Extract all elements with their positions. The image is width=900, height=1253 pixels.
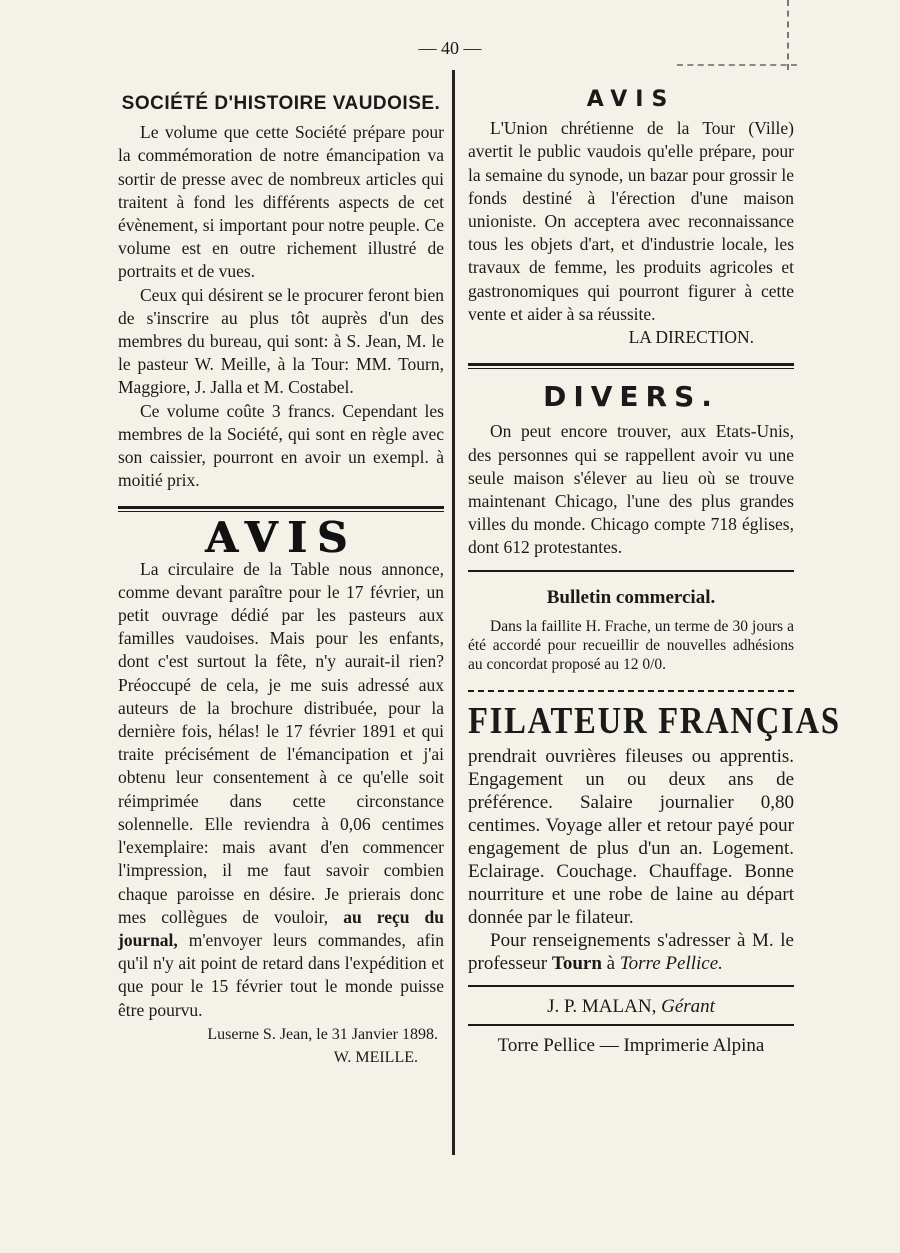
avis-text-b: m'envoyer leurs commandes, afin qu'il n'y ait point de retard dans l'expédition et que pour le 15 février tout le monde puisse être pourvu. (118, 929, 444, 1020)
page-edge-mark (785, 0, 789, 70)
avis-text-bold: au reçu du journal, (118, 906, 444, 950)
avis-text-a: La circulaire de la Table nous annonce, comme devant paraître pour le 17 février, un petit ouvrage dédié par les pasteurs aux familles vaudoises. Mais pour les enfants, dont c'est surtout la fête, n'y aurait-il rien? Préoccupé de cela, je me suis adressé aux auteurs de la brochure distribuée, pour la dernière fois, hélas! le 17 février 1891 et qui traite précisément de l'émancipation et j'ai obtenu leur consentement à ce qu'elle soit réimprimée dans cette circonstance solennelle. Elle reviendra à 0,06 centimes l'exemplaire: mais avant d'en commencer l'impression, il me faut savoir combien chaque paroisse en désire. Je prierais donc mes collègues de vouloir, (118, 558, 444, 927)
societe-paragraph-3: Ce volume coûte 3 francs. Cependant les membres de la Société, qui sont en règle avec son caissier, pourront en avoir un exempl. à moitié prix. (118, 400, 444, 491)
divers-rule (468, 570, 794, 572)
gerant-rule (468, 985, 794, 987)
filateur-paragraph: prendrait ouvrières fileuses ou apprentis. Engagement un ou deux ans de préférence. Salaire journalier 0,80 centimes. Voyage aller et retour payé pour engagement de plus d'un an. Logement. Eclairage. Couchage. Chauffage. Bonne nourriture et une robe de laine au départ donnée par le filateur. (468, 746, 794, 929)
divers-paragraph: On peut encore trouver, aux Etats-Unis, des personnes qui se rappellent avoir vu une seule maison s'élever au lieu où se trouve maintenant Chicago, l'une des plus grandes villes du monde. Chicago compte 718 églises, dont 612 protestantes. (468, 421, 794, 558)
filateur-heading: FILATEUR FRANÇIAS (468, 699, 841, 742)
gerant-name: J. P. MALAN, (547, 996, 657, 1018)
gerant-role: Gérant (661, 996, 715, 1018)
printer-line: Torre Pellice — Imprimerie Alpina (497, 1035, 765, 1057)
page-edge-mark-top (677, 64, 797, 66)
left-column (118, 88, 444, 1069)
contact-place: Torre Pellice. (619, 953, 723, 975)
section-rule-right (468, 363, 794, 369)
filateur-contact (468, 929, 794, 975)
gerant-line (468, 995, 794, 1018)
societe-heading: SOCIÉTÉ D'HISTOIRE VAUDOISE. (121, 93, 441, 114)
right-column (468, 87, 841, 1057)
column-divider (452, 70, 455, 1155)
bulletin-heading: Bulletin commercial. (546, 586, 716, 608)
divers-heading: DIVERS. (543, 380, 719, 414)
avis-place-date: Luserne S. Jean, le 31 Janvier 1898. (207, 1025, 438, 1043)
contact-text-a: Pour renseignements s'adresser à M. le professeur (468, 930, 794, 975)
avis-decorative-heading: AVIS (204, 513, 358, 563)
section-rule (118, 506, 444, 512)
avis-paragraph (118, 558, 444, 1022)
bulletin-paragraph: Dans la faillite H. Frache, un terme de 30 jours a été accordé pour recueillir de nouvelles adhésions au concordat proposé au 12 0/0. (468, 617, 794, 673)
direction-signature: LA DIRECTION. (628, 327, 754, 348)
contact-text-b: à (606, 953, 616, 975)
page-number: — 40 — (418, 38, 482, 58)
printer-rule (468, 1024, 794, 1026)
dashed-rule (468, 690, 794, 692)
societe-paragraph-2: Ceux qui désirent se le procurer feront bien de s'inscrire au plus tôt auprès d'un des membres du bureau, qui sont: à S. Jean, M. le le pasteur W. Meille, à la Tour: MM. Tourn, Maggiore, J. Jalla et M. Costabel. (118, 284, 444, 398)
societe-paragraph-1: Le volume que cette Société prépare pour la commémoration de notre émancipation va sortir de presse avec de nombreux articles qui traitent à fond les différents aspects de cet évènement, si important pour notre peuple. Ce volume est en outre richement illustré de portraits et de vues. (118, 122, 444, 282)
avis-union-paragraph: L'Union chrétienne de la Tour (Ville) avertit le public vaudois qu'elle prépare, pour la semaine du synode, un bazar pour grossir le fonds destiné à l'érection d'une maison unioniste. On acceptera avec reconnaissance tous les objets d'art, et d'industrie locale, les travaux de femme, les produits agricoles et gastronomiques qui pourront figurer à cette vente et aider à sa réussite. (468, 118, 794, 324)
avis-heading-right: AVIS (586, 87, 676, 112)
avis-signature: W. MEILLE. (333, 1048, 418, 1066)
contact-name: Tourn (551, 953, 602, 975)
